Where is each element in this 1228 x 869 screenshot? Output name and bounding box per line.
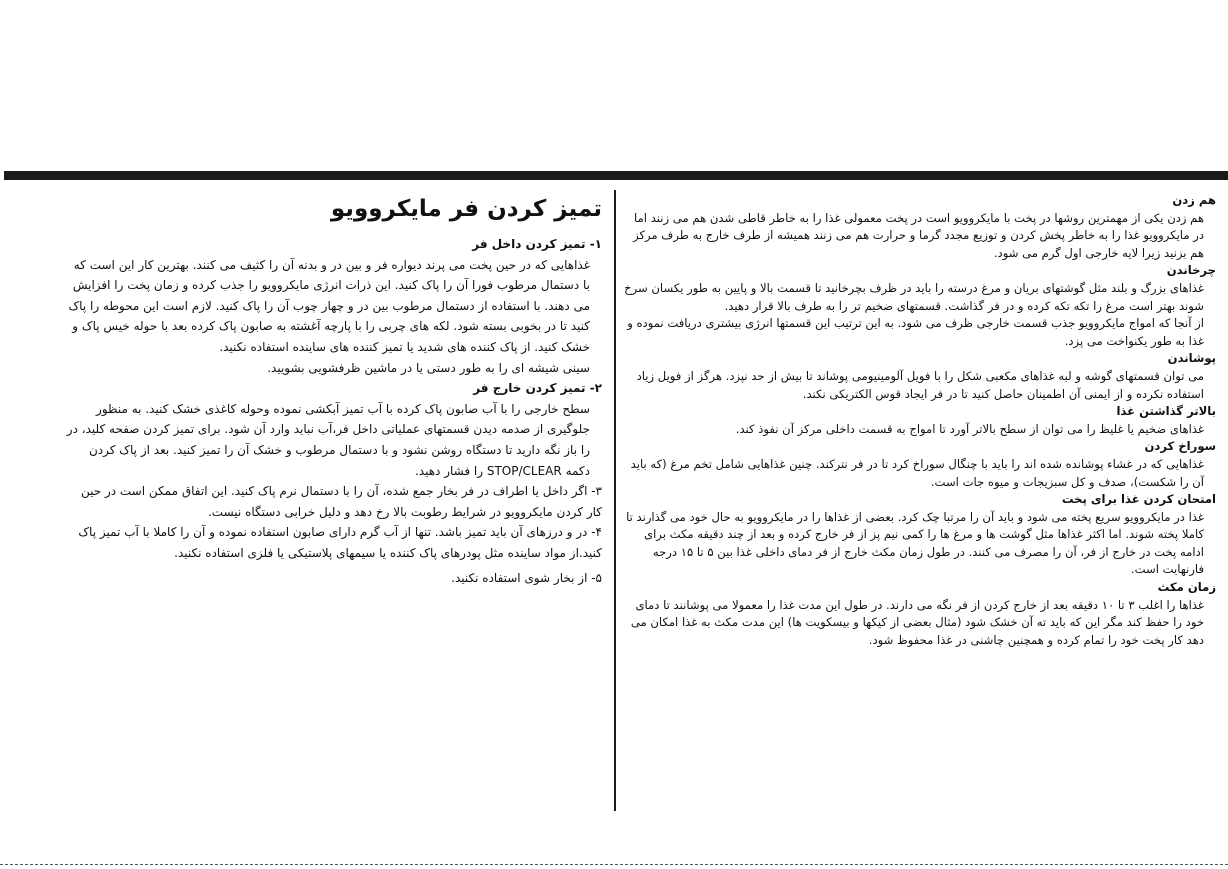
paragraph-outside-cleaning [64, 399, 590, 481]
outside-cleaning-text: سطح خارجی را با آب صابون پاک کرده با آب تمیز آبکشی نموده وحوله کاغذی خشک کنید. به منظور جلوگیری از صدمه دیدن قسمتهای عملیاتی داخل فر،آب نباید وارد آن شود. برای تمیز کردن صفحه کلید، در را باز نگه دارید تا دستگاه روشن نشود و با دستمال مرطوب و خشک آن را تمیز کنید. بعد از پاک کردن دکمه [66, 401, 590, 478]
paragraph-standing-time: غذاها را اغلب ۳ تا ۱۰ دقیقه بعد از خارج کردن از فر نگه می دارند. در طول این مدت غذا را معمولا می پوشانند تا دمای خود را حفظ کند مگر این که باید ته آن خشک شود (مثال بعضی از کیکها و بیسکویت ها) این مدت مکث به غذا امکان می دهد کار پخت خود را تمام کرده و همچنین چاشنی در غذا محفوظ شود. [630, 597, 1204, 647]
paragraph-door-seals: ۴- در و درزهای آن باید تمیز باشد. تنها از آب گرم دارای صابون استفاده نموده و آن را کاملا با آب تمیز پاک کنید.از مواد ساینده مثل پودرهای پاک کننده یا سیمهای پلاستیکی یا فلزی استفاده نکنید. [78, 525, 602, 560]
header-rule [4, 171, 1228, 180]
page-title: تمیز کردن فر مایکروویو [330, 196, 602, 222]
paragraph-steam: ۳- اگر داخل یا اطراف در فر بخار جمع شده، آن را با دستمال نرم پاک کنید. این اتفاق ممکن است در حین کار کردن مایکروویو در شرایط رطوبت بالا رخ دهد و دلیل خرابی دستگاه نیست. [80, 484, 602, 519]
paragraph-no-steam-cleaner: ۵- از بخار شوی استفاده نکنید. [451, 570, 602, 585]
cleaning-column [64, 192, 602, 588]
heading-covering: پوشاندن [1167, 351, 1216, 366]
paragraph-stirring: هم زدن یکی از مهمترین روشها در پخت با مایکروویو است در پخت معمولی غذا را به خاطر قاطی شدن هم می زنند اما در مایکروویو غذا را به خاطر پخش کردن و توزیع مجدد گرما و حرارت هم می زنند همیشه از طرف خارج به طرف مرکز هم بزنید زیرا لایه خارجی اول گرم می شود. [633, 210, 1204, 260]
paragraph-covering: می توان قسمتهای گوشه و لبه غذاهای مکعبی شکل را با فویل آلومینیومی پوشاند تا بیش از حد نپزد. هرگز از فویل زیاد استفاده نکرده و از ایمنی آن اطمینان حاصل کنید تا در فر ایجاد قوس الکتریکی نکند. [636, 368, 1204, 401]
paragraph-raising: غذاهای ضخیم یا غلیظ را می توان از سطح بالاتر آورد تا امواج به قسمت داخلی مرکز آن نفوذ کند. [735, 421, 1204, 436]
section-heading-inside: ۱- تمیز کردن داخل فر [472, 237, 602, 251]
heading-standing-time: زمان مکث [1157, 580, 1216, 595]
paragraph-glass-tray: سینی شیشه ای را به طور دستی یا در ماشین ظرفشویی بشویید. [267, 360, 590, 375]
section-heading-outside: ۲- تمیز کردن خارج فر [473, 381, 602, 396]
bottom-dashed-line [0, 864, 1228, 865]
heading-rotating: چرخاندن [1166, 263, 1216, 278]
paragraph-rotating: غذاهای بزرگ و بلند مثل گوشتهای بریان و مرغ درسته را باید در ظرف بچرخانید تا قسمت بالا و پایین به طور یکسان سرخ شوند بهتر است مرغ را تکه تکه کرده و در فر گذاشت. قسمتهای ضخیم تر را به طرف بالا قرار دهید. [624, 280, 1204, 313]
stop-clear-button-label: STOP/CLEAR [486, 463, 562, 478]
paragraph-rotating-2: از آنجا که امواج مایکروویو جذب قسمت خارجی ظرف می شود. به این ترتیب این قسمتها انرژی بیشتری دریافت نموده و غذا به طور یکنواخت می پزد. [627, 316, 1204, 348]
heading-raising: بالاتر گذاشتن غذا [1116, 404, 1216, 419]
heading-testing: امتحان کردن غذا برای پخت [1061, 492, 1216, 507]
cooking-tips-column [622, 192, 1216, 649]
heading-stirring: هم زدن [1172, 193, 1216, 207]
outside-cleaning-tail: را فشار دهید. [414, 463, 484, 478]
paragraph-inside-cleaning: غذاهایی که در حین پخت می پرند دیواره فر و بین در و بدنه آن را کثیف می کنند. بهترین کار این است که با دستمال مرطوب فورا آن را پاک کنید. این ذرات انرژی مایکروویو را جذب کرده و زمان پخت را افزایش می دهند. با استفاده از دستمال مرطوب بین در و چهار چوب آن را پاک کنید. لازم است این محوطه را پاک کنید تا در بخوبی بسته شود. لکه های چربی را با پارچه آغشته به صابون پاک کرده بعد با حوله خیس پاک و خشک کنید. از پاک کننده های شدید یا تمیز کننده های ساینده استفاده نکنید. [68, 257, 590, 354]
column-divider [614, 190, 616, 811]
heading-piercing: سوراخ کردن [1144, 439, 1216, 454]
paragraph-piercing: غذاهایی که در غشاء پوشانده شده اند را باید با چنگال سوراخ کرد تا در فر نترکند. چنین غذاهایی شامل تخم مرغ (که باید آن را شکست)، صدف و کل سبزیجات و میوه جات است. [630, 456, 1204, 489]
paragraph-testing: غذا در مایکروویو سریع پخته می شود و باید آن را مرتبا چک کرد. بعضی از غذاها را در مایکروویو به حال خود می گذارند تا کاملا پخته شوند. اما اکثر غذاها مثل گوشت ها و مرغ ها را کمی نیم پز از فر خارج کرده و بعد از چند دقیقه مکث برای ادامه پخت در خارج از فر، آن را مصرف می کنند. در طول زمان مکث خارج از فر دمای داخلی غذا بین ۵ تا ۱۵ درجه فارنهایت است. [626, 509, 1204, 577]
